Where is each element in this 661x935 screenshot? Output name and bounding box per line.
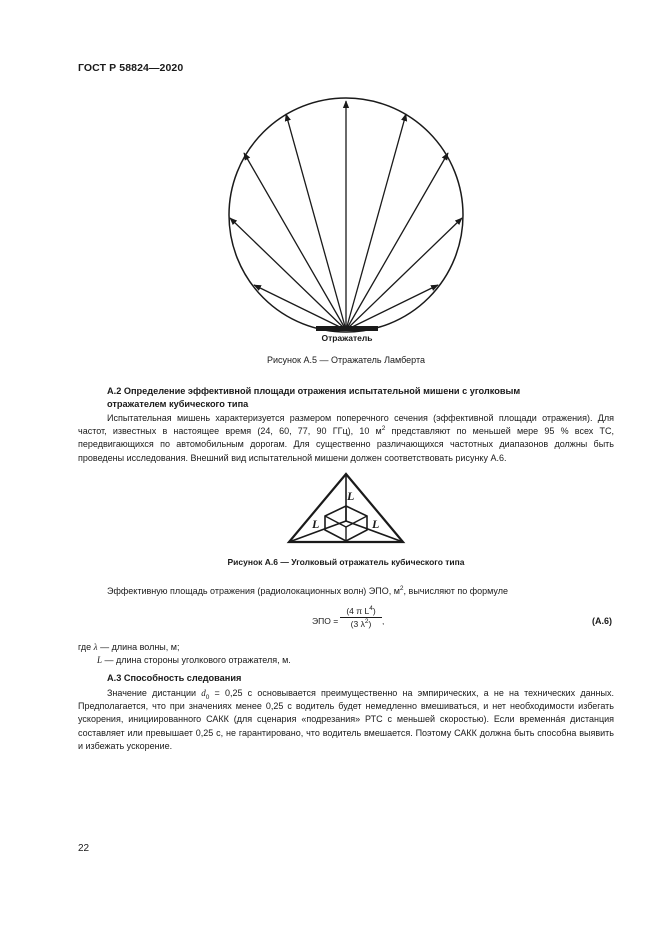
section-a2-heading — [107, 385, 607, 411]
definition-L — [97, 654, 497, 667]
denominator-exponent: 2 — [364, 618, 369, 626]
where-word: где — [78, 642, 92, 652]
section-a3-text-2: = 0,25 с основывается преимущественно на эмпирических, а не на технических данных. Предполагается, что при значениях менее 0,25 с водитель будет немедленно вмешиваться, и нет необходимости избегать ускорения, инициированного САКК (для сценария «подрезания» РТС с меньшей скоростью). Если временнáя дистанция составляет или превышает 0,25 с, не гарантировано, что водитель вмешается. Поэтому САКК должна быть способна выявить и избежать ускорение. — [78, 688, 614, 751]
section-a2-text-2: представляют по меньшей мере 95 % всех ТС, передвигающихся по автомобильным дорогам. Для существенно различающихся частотных диапазонов должны быть проведены исследования. Внешний вид испытательной мишени должен соответствовать рисунку А.6. — [78, 426, 614, 463]
corner-reflector-figure — [289, 474, 403, 542]
formula-intro-sup: 2 — [399, 585, 404, 592]
definition-L-text: — длина стороны уголкового отражателя, м. — [104, 655, 291, 665]
denominator-base: (3 λ — [350, 619, 365, 629]
symbol-d: d — [201, 688, 206, 698]
reflector-body — [316, 326, 378, 331]
numerator-base: (4 π L — [346, 606, 370, 616]
reflector-label: Отражатель — [321, 333, 373, 343]
formula-intro-text-2: , вычисляют по формуле — [403, 586, 508, 596]
section-a2-sup: 2 — [381, 425, 386, 433]
numerator-exponent: 4 — [369, 605, 373, 613]
ray-arrow-7 — [346, 153, 448, 330]
figure-a6-caption: Рисунок А.6 — Уголковый отражатель кубического типа — [227, 557, 465, 567]
formula-fraction — [340, 605, 385, 629]
formula-intro — [107, 585, 607, 598]
formula-lhs: ЭПО = — [312, 616, 339, 626]
page-number: 22 — [78, 843, 90, 854]
definition-lambda-text: — длина волны, м; — [100, 642, 180, 652]
label-L-top: L — [347, 489, 355, 503]
section-a3-text-1: Значение дистанции — [107, 688, 202, 698]
symbol-L: L — [97, 655, 103, 665]
section-a2-heading-line2: отражателем кубического типа — [107, 399, 249, 409]
denominator-close: ) — [368, 619, 372, 629]
section-a2-paragraph — [78, 412, 614, 465]
numerator-close: ) — [372, 606, 376, 616]
ray-arrow-6 — [346, 114, 406, 330]
ray-arrow-2 — [230, 218, 346, 330]
section-a3-heading: А.3 Способность следования — [107, 673, 242, 683]
ray-arrow-8 — [346, 218, 462, 330]
subscript-0: 0 — [205, 693, 210, 701]
formula-intro-text-1: Эффективную площадь отражения (радиолокационных волн) ЭПО, м — [107, 586, 400, 596]
section-a2-text-1: Испытательная мишень характеризуется размером поперечного сечения (эффективной площади отражения). Для частот, известных в настоящее время (24, 60, 77, 90 ГГц), 10 м — [78, 413, 614, 437]
ray-arrow-4 — [286, 114, 346, 330]
ray-arrow-3 — [244, 153, 346, 330]
definition-lambda — [78, 641, 478, 654]
section-a2-heading-line1: А.2 Определение эффективной площади отражения испытательной мишени с уголковым — [107, 386, 521, 396]
standard-id: ГОСТ Р 58824—2020 — [78, 62, 184, 74]
formula-comma: , — [382, 616, 385, 626]
section-a3-paragraph — [78, 687, 614, 753]
formula-denominator — [340, 619, 382, 629]
label-L-right: L — [372, 517, 380, 531]
symbol-lambda: λ — [93, 642, 98, 652]
label-L-left: L — [312, 517, 320, 531]
fraction-line — [340, 617, 382, 618]
formula-number: (А.6) — [592, 616, 612, 626]
formula-numerator — [340, 606, 382, 616]
figure-a5-caption: Рисунок А.5 — Отражатель Ламберта — [267, 355, 425, 365]
